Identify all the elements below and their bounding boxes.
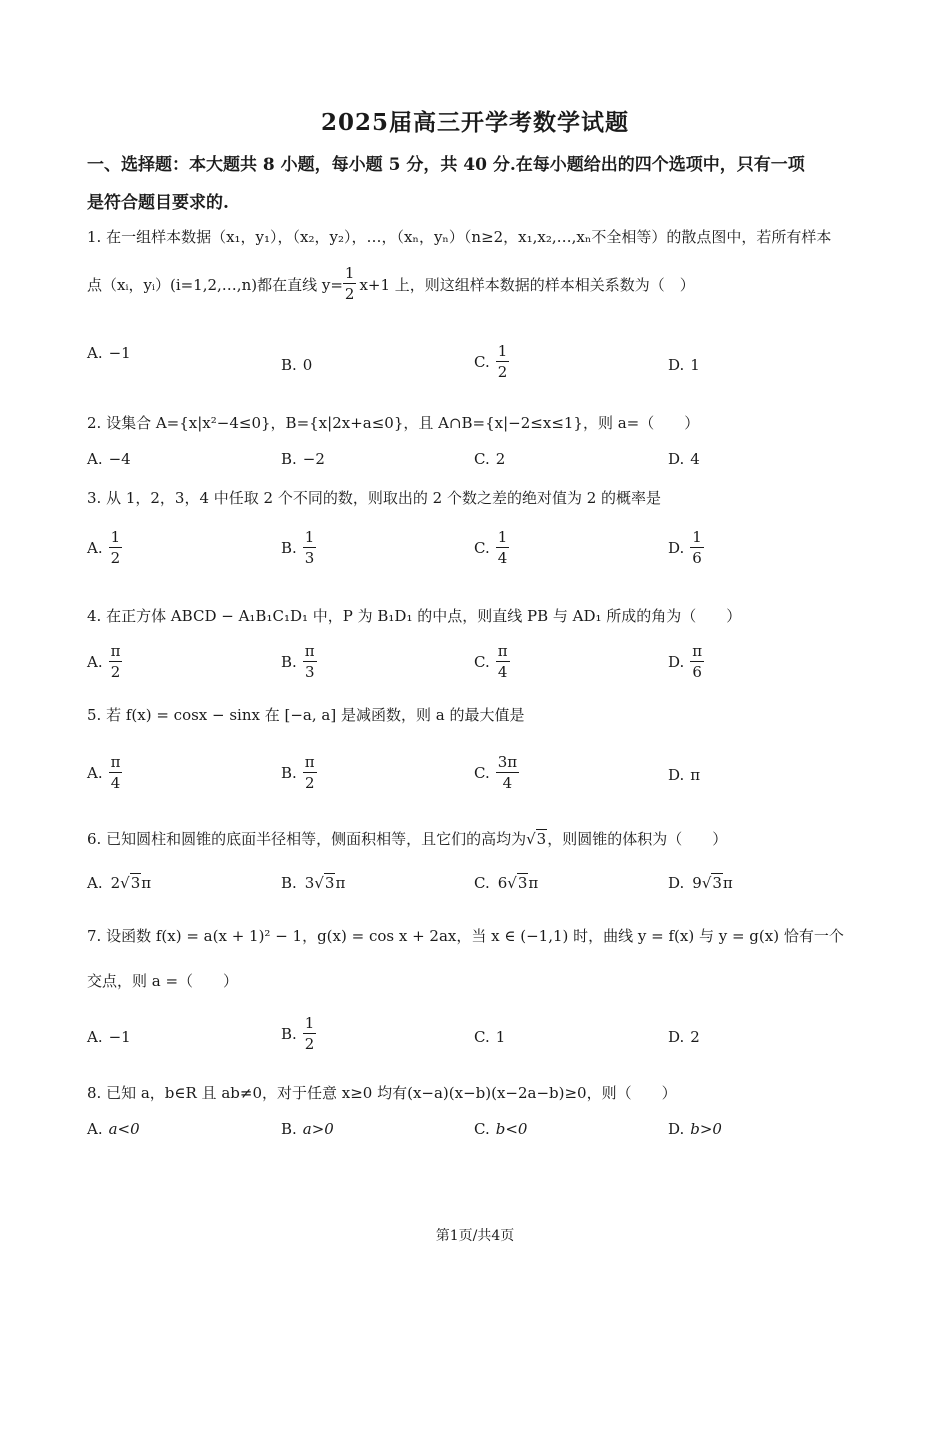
fraction-numerator: 1 — [304, 528, 315, 546]
fraction-numerator: 1 — [497, 528, 508, 546]
option-value: 2 — [690, 1028, 700, 1046]
option-label: A. — [87, 539, 103, 557]
section-heading-line2: 是符合题目要求的. — [87, 193, 229, 213]
q1-slope-denominator: 2 — [344, 285, 355, 303]
option-value: π — [690, 766, 701, 784]
option-label: C. — [474, 450, 490, 468]
q6-text-post: ，则圆锥的体积为（ ） — [547, 830, 728, 848]
option-value: −2 — [302, 450, 325, 468]
option-label: B. — [281, 874, 297, 892]
coefficient: 3 — [304, 874, 315, 892]
option-value: −1 — [108, 1028, 131, 1046]
option-value: b<0 — [495, 1120, 528, 1138]
q7-option-d[interactable] — [668, 1028, 700, 1046]
question-1-text: 1. 在一组样本数据（x₁，y₁），（x₂，y₂），…，（xₙ，yₙ）（n≥2，x₁,x₂,…,xₙ不全相等）的散点图中，若所有样本 — [87, 228, 832, 246]
option-fraction — [303, 755, 317, 791]
option-label: C. — [474, 653, 490, 671]
q6-option-b[interactable] — [281, 874, 345, 892]
option-label: B. — [281, 539, 297, 557]
pi-symbol: π — [722, 874, 733, 892]
fraction-numerator: 1 — [692, 528, 702, 546]
option-fraction — [496, 644, 510, 680]
fraction-numerator: 1 — [304, 1014, 315, 1032]
option-label: C. — [474, 764, 490, 782]
option-fraction — [109, 530, 123, 566]
pi-symbol: π — [528, 874, 539, 892]
option-label: A. — [87, 874, 103, 892]
option-value: 6√3π — [497, 874, 539, 892]
q1-option-c[interactable] — [474, 344, 509, 380]
option-fraction — [690, 644, 704, 680]
option-value: 9√3π — [692, 874, 733, 892]
option-value: 3√3π — [304, 874, 346, 892]
fraction-numerator: π — [692, 642, 703, 660]
coefficient: 2 — [110, 874, 121, 892]
fraction-numerator: 3π — [497, 753, 518, 771]
fraction-denominator: 4 — [502, 774, 513, 792]
option-label: A. — [87, 1028, 103, 1046]
q8-option-c[interactable] — [474, 1120, 527, 1138]
q2-option-d[interactable] — [668, 450, 700, 468]
radicand: 3 — [130, 874, 141, 892]
fraction-denominator: 4 — [497, 549, 508, 567]
option-value: 4 — [690, 450, 700, 468]
q5-option-b[interactable] — [281, 755, 317, 791]
pi-symbol: π — [335, 874, 346, 892]
q3-option-d[interactable] — [668, 530, 704, 566]
option-label: B. — [281, 1120, 297, 1138]
q3-option-a[interactable] — [87, 530, 122, 566]
fraction-denominator: 6 — [692, 663, 702, 681]
option-label: B. — [281, 356, 297, 374]
question-3-text: 3. 从 1，2，3，4 中任取 2 个不同的数，则取出的 2 个数之差的绝对值为 2 的概率是 — [87, 489, 662, 507]
option-label: A. — [87, 764, 103, 782]
q1-option-d[interactable] — [668, 356, 700, 374]
option-value: −4 — [108, 450, 131, 468]
q2-option-c[interactable] — [474, 450, 505, 468]
radicand: 3 — [324, 874, 335, 892]
option-fraction — [109, 644, 123, 680]
option-value: −1 — [108, 344, 131, 362]
option-fraction — [496, 755, 519, 791]
q1-slope-numerator: 1 — [344, 264, 355, 282]
q6-option-c[interactable] — [474, 874, 538, 892]
q3-option-c[interactable] — [474, 530, 509, 566]
fraction-denominator: 4 — [110, 774, 121, 792]
option-label: A. — [87, 1120, 103, 1138]
option-value: a<0 — [108, 1120, 140, 1138]
q6-text-pre: 6. 已知圆柱和圆锥的底面半径相等，侧面积相等，且它们的高均为 — [87, 830, 527, 848]
option-label: C. — [474, 353, 490, 371]
option-value: a>0 — [302, 1120, 334, 1138]
fraction-numerator: π — [110, 753, 121, 771]
q4-option-a[interactable] — [87, 644, 122, 680]
fraction-numerator: π — [304, 642, 315, 660]
option-value: 2√3π — [110, 874, 152, 892]
option-label: A. — [87, 653, 103, 671]
q8-option-a[interactable] — [87, 1120, 140, 1138]
q2-option-a[interactable] — [87, 450, 131, 468]
fraction-denominator: 6 — [692, 549, 702, 567]
fraction-numerator: 1 — [110, 528, 121, 546]
option-fraction — [303, 644, 317, 680]
option-fraction — [303, 530, 317, 566]
option-label: D. — [668, 450, 685, 468]
q5-option-a[interactable] — [87, 755, 122, 791]
coefficient: 6 — [497, 874, 508, 892]
fraction-numerator: π — [304, 753, 315, 771]
question-4-text: 4. 在正方体 ABCD − A₁B₁C₁D₁ 中，P 为 B₁D₁ 的中点，则直线 PB 与 AD₁ 所成的角为（ ） — [87, 607, 742, 625]
option-label: B. — [281, 653, 297, 671]
option-value: 1 — [495, 1028, 506, 1046]
option-value: 1 — [690, 356, 700, 374]
option-label: C. — [474, 539, 490, 557]
option-label: B. — [281, 764, 297, 782]
page-footer: 第1页/共4页 — [435, 1228, 515, 1244]
q6-radical: √3 — [526, 829, 547, 848]
radicand: 3 — [517, 874, 528, 892]
fraction-denominator: 2 — [304, 774, 315, 792]
q7-option-a[interactable] — [87, 1028, 131, 1046]
question-7-text-line2: 交点，则 a =（ ） — [87, 972, 239, 990]
q4-option-b[interactable] — [281, 644, 317, 680]
fraction-denominator: 2 — [110, 549, 121, 567]
option-fraction — [496, 530, 510, 566]
question-6-text — [87, 828, 727, 849]
option-fraction — [690, 530, 704, 566]
radicand: 3 — [712, 874, 722, 892]
section-heading-line1: 一、选择题：本大题共 8 小题，每小题 5 分，共 40 分.在每小题给出的四个选项中，只有一项 — [87, 155, 805, 175]
option-fraction — [496, 344, 510, 380]
q8-option-d[interactable] — [668, 1120, 722, 1138]
q7-option-c[interactable] — [474, 1028, 505, 1046]
fraction-numerator: π — [110, 642, 121, 660]
option-label: B. — [281, 1025, 297, 1043]
question-5-text: 5. 若 f(x) = cosx − sinx 在 [−a, a] 是减函数，则 a 的最大值是 — [87, 706, 525, 724]
option-label: A. — [87, 344, 103, 362]
q7-option-b[interactable] — [281, 1016, 316, 1052]
pi-symbol: π — [141, 874, 152, 892]
option-label: C. — [474, 1028, 490, 1046]
q1-option-b[interactable] — [281, 356, 312, 374]
option-label: D. — [668, 1028, 685, 1046]
option-value: b>0 — [690, 1120, 722, 1138]
q5-option-d[interactable] — [668, 766, 700, 784]
option-value: 2 — [495, 450, 506, 468]
coefficient: 9 — [692, 874, 702, 892]
q5-option-c[interactable] — [474, 755, 519, 791]
fraction-denominator: 4 — [497, 663, 508, 681]
page-title: 2025届高三开学考数学试题 — [320, 109, 629, 136]
q1-line2-post: x+1 上，则这组样本数据的样本相关系数为（ ） — [359, 275, 695, 294]
option-label: C. — [474, 874, 490, 892]
q1-line2-pre: 点（xᵢ，yᵢ）(i=1,2,…,n)都在直线 y= — [87, 275, 343, 294]
q3-option-b[interactable] — [281, 530, 316, 566]
question-7-text: 7. 设函数 f(x) = a(x + 1)² − 1，g(x) = cos x + 2ax，当 x ∈ (−1,1) 时，曲线 y = f(x) 与 y = g(x) 恰有一个 — [87, 927, 844, 945]
option-label: C. — [474, 1120, 490, 1138]
option-label: B. — [281, 450, 297, 468]
fraction-denominator: 2 — [304, 1035, 315, 1053]
q4-option-c[interactable] — [474, 644, 510, 680]
option-label: A. — [87, 450, 103, 468]
option-label: D. — [668, 356, 685, 374]
q1-option-a[interactable] — [87, 344, 131, 362]
option-label: D. — [668, 539, 685, 557]
q8-option-b[interactable] — [281, 1120, 334, 1138]
q2-option-b[interactable] — [281, 450, 325, 468]
q1-slope-fraction — [343, 266, 357, 302]
q6-radicand: 3 — [536, 829, 547, 848]
question-1-text-line2 — [87, 266, 695, 302]
q6-option-a[interactable] — [87, 874, 151, 892]
option-label: D. — [668, 874, 685, 892]
fraction-numerator: 1 — [497, 342, 508, 360]
option-label: D. — [668, 653, 685, 671]
q4-option-d[interactable] — [668, 644, 704, 680]
fraction-denominator: 2 — [497, 363, 508, 381]
option-fraction — [109, 755, 123, 791]
question-8-text: 8. 已知 a，b∈R 且 ab≠0，对于任意 x≥0 均有(x−a)(x−b)(x−2a−b)≥0，则（ ） — [87, 1084, 677, 1102]
question-2-text: 2. 设集合 A={x|x²−4≤0}，B={x|2x+a≤0}，且 A∩B={x|−2≤x≤1}，则 a=（ ） — [87, 414, 700, 432]
fraction-denominator: 2 — [110, 663, 121, 681]
fraction-numerator: π — [497, 642, 508, 660]
option-label: D. — [668, 766, 685, 784]
q6-option-d[interactable] — [668, 874, 733, 892]
option-value: 0 — [302, 356, 313, 374]
fraction-denominator: 3 — [304, 549, 315, 567]
option-fraction — [303, 1016, 317, 1052]
fraction-denominator: 3 — [304, 663, 315, 681]
option-label: D. — [668, 1120, 685, 1138]
